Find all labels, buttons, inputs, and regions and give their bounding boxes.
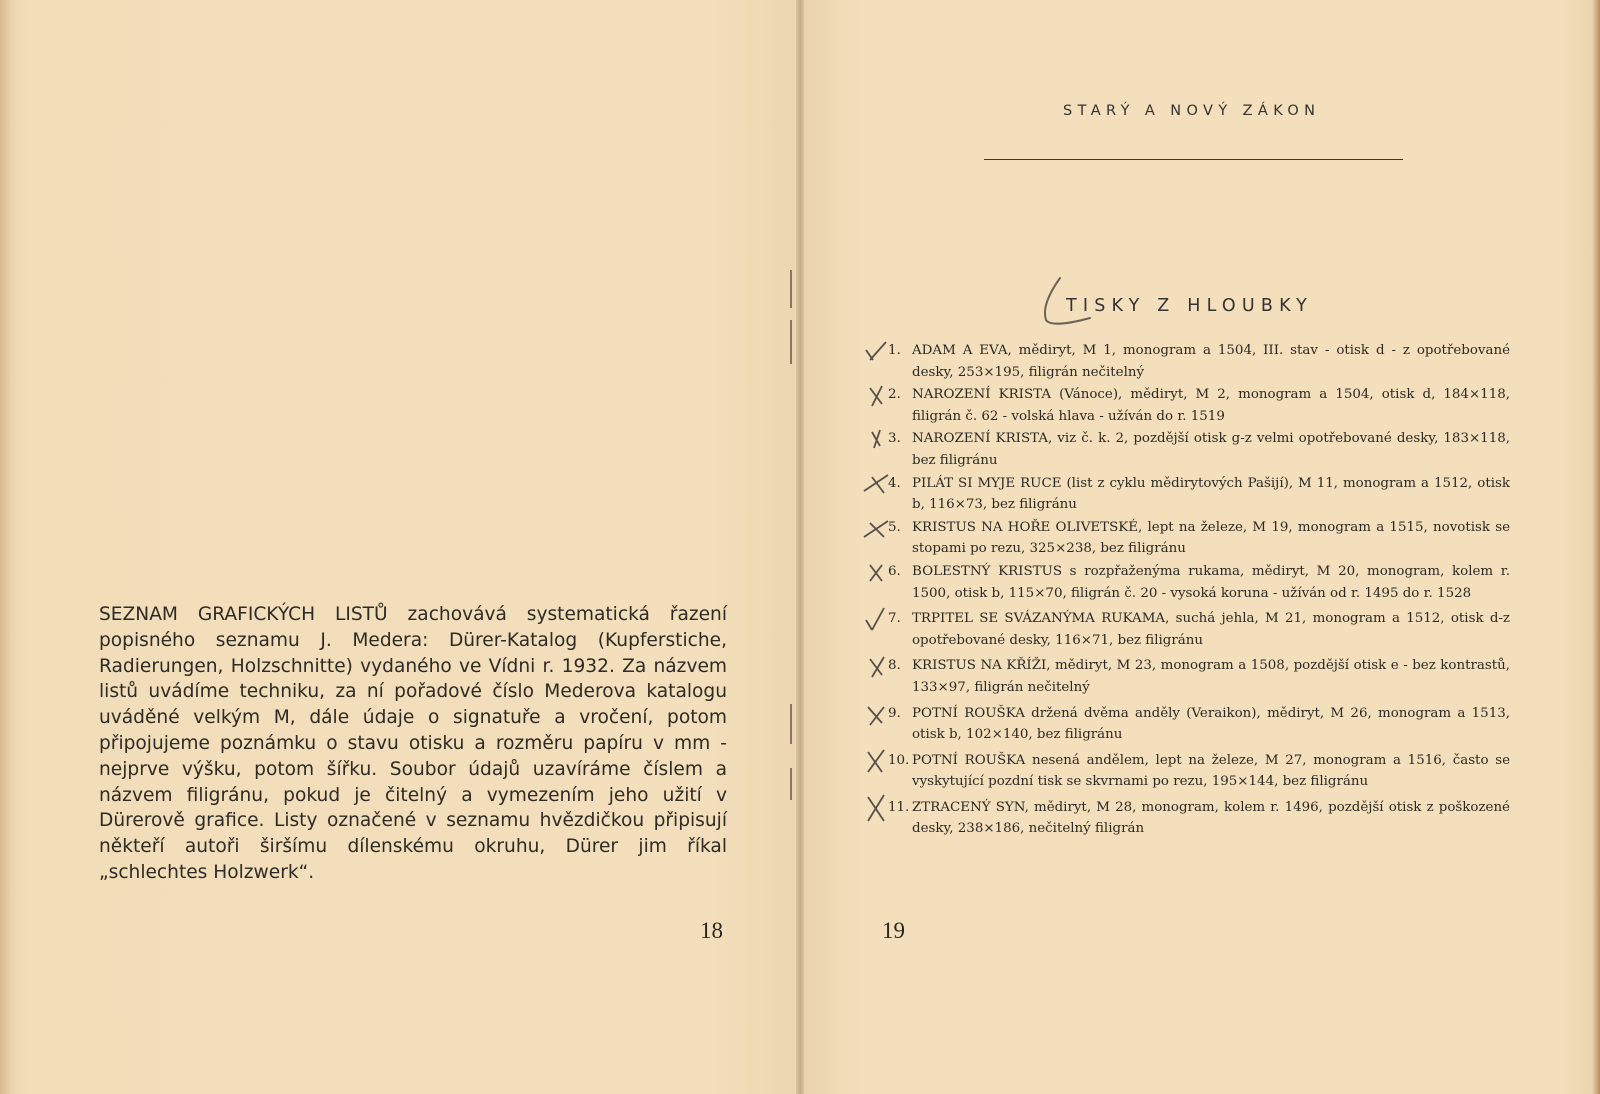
gutter-pencil-mark (788, 268, 794, 368)
entry-text: ZTRACENÝ SYN, mědiryt, M 28, monogram, kolem r. 1496, pozdější otisk z poškozené desky, 238×186, nečitelný filigrán (912, 799, 1510, 837)
catalog-entry (870, 750, 1510, 793)
entry-number: 9. (888, 705, 901, 721)
entry-number: 3. (888, 431, 901, 447)
entry-number: 11. (888, 799, 910, 815)
page-number-right: 19 (882, 918, 905, 943)
page-number-left: 18 (700, 918, 723, 943)
left-page-edge (0, 0, 12, 1094)
catalog-entry (870, 561, 1510, 604)
catalog-entry (870, 384, 1510, 427)
catalog-list (870, 340, 1510, 840)
entry-text: KRISTUS NA HOŘE OLIVETSKÉ, lept na železe, M 19, monogram a 1515, novotisk se stopami po rezu, 325×238, bez filigránu (912, 519, 1510, 557)
catalog-entry (870, 703, 1510, 746)
entry-text: NAROZENÍ KRISTA, viz č. k. 2, pozdější otisk g-z velmi opotřebované desky, 183×118, bez filigránu (912, 431, 1510, 468)
intro-paragraph: SEZNAM GRAFICKÝCH LISTŮ zachovává systematická řazení popisného seznamu J. Medera: Dürer-Katalog (Kupferstiche, Radierungen, Holzschnitte) vydaného ve Vídni r. 1932. Za názvem listů uvádíme techniku, za ní pořadové číslo Mederova katalogu uváděné velkým M, dále údaje o signatuře a vročení, potom připojujeme poznámku o stavu otisku a rozměru papíru v mm - nejprve výšku, potom šířku. Soubor údajů uzavíráme číslem a názvem filigránu, pokud je čitelný a vymezením jeho užití v Dürerově grafice. Listy označené v seznamu hvězdičkou připisují někteří autoři širšímu dílenskému okruhu, Dürer jim říkal „schlechtes Holzwerk“. (99, 604, 727, 883)
catalog-entry (870, 517, 1510, 560)
header-rule (984, 159, 1403, 160)
entry-number: 10. (888, 752, 910, 768)
entry-number: 5. (888, 519, 901, 535)
catalog-entry (870, 473, 1510, 516)
right-page-edge (1592, 0, 1600, 1094)
entry-number: 8. (888, 658, 901, 674)
entry-text: BOLESTNÝ KRISTUS s rozpřaženýma rukama, mědiryt, M 20, monogram, kolem r. 1500, otisk b, 115×70, filigrán č. 20 - vysoká koruna - užíván od r. 1495 do r. 1528 (912, 563, 1510, 601)
running-header: STARÝ A NOVÝ ZÁKON (1063, 103, 1321, 119)
gutter-pencil-mark (788, 700, 794, 810)
entry-text: ADAM A EVA, mědiryt, M 1, monogram a 1504, III. stav - otisk d - z opotřebované desky, 253×195, filigrán nečitelný (912, 343, 1510, 380)
entry-number: 4. (888, 475, 901, 491)
entry-number: 7. (888, 611, 901, 627)
entry-text: KRISTUS NA KŘÍŽI, mědiryt, M 23, monogram a 1508, pozdější otisk e - bez kontrastů, 133×97, filigrán nečitelný (912, 658, 1510, 695)
entry-text: NAROZENÍ KRISTA (Vánoce), mědiryt, M 2, monogram a 1504, otisk d, 184×118, filigrán č. 62 - volská hlava - užíván do r. 1519 (912, 387, 1510, 424)
catalog-entry (870, 608, 1510, 651)
catalog-entry (870, 655, 1510, 698)
entry-text: PILÁT SI MYJE RUCE (list z cyklu mědirytových Pašijí), M 11, monogram a 1512, otisk b, 116×73, bez filigránu (912, 475, 1510, 513)
entry-text: TRPITEL SE SVÁZANÝMA RUKAMA, suchá jehla, M 21, monogram a 1512, otisk d-z opotřebované desky, 116×71, bez filigránu (912, 611, 1510, 648)
catalog-entry (870, 797, 1510, 840)
entry-text: POTNÍ ROUŠKA držená dvěma anděly (Veraikon), mědiryt, M 26, monogram a 1513, otisk b, 102×140, bez filigránu (912, 705, 1510, 743)
section-title: TISKY Z HLOUBKY (1066, 296, 1314, 316)
entry-number: 1. (888, 343, 901, 358)
entry-number: 2. (888, 387, 901, 403)
catalog-entry (870, 428, 1510, 471)
catalog-entry (870, 340, 1510, 383)
book-gutter (796, 0, 804, 1094)
entry-number: 6. (888, 563, 901, 579)
entry-text: POTNÍ ROUŠKA nesená andělem, lept na železe, M 27, monogram a 1516, často se vyskytující pozdní tisk se skvrnami po rezu, 195×144, bez filigránu (912, 752, 1510, 790)
